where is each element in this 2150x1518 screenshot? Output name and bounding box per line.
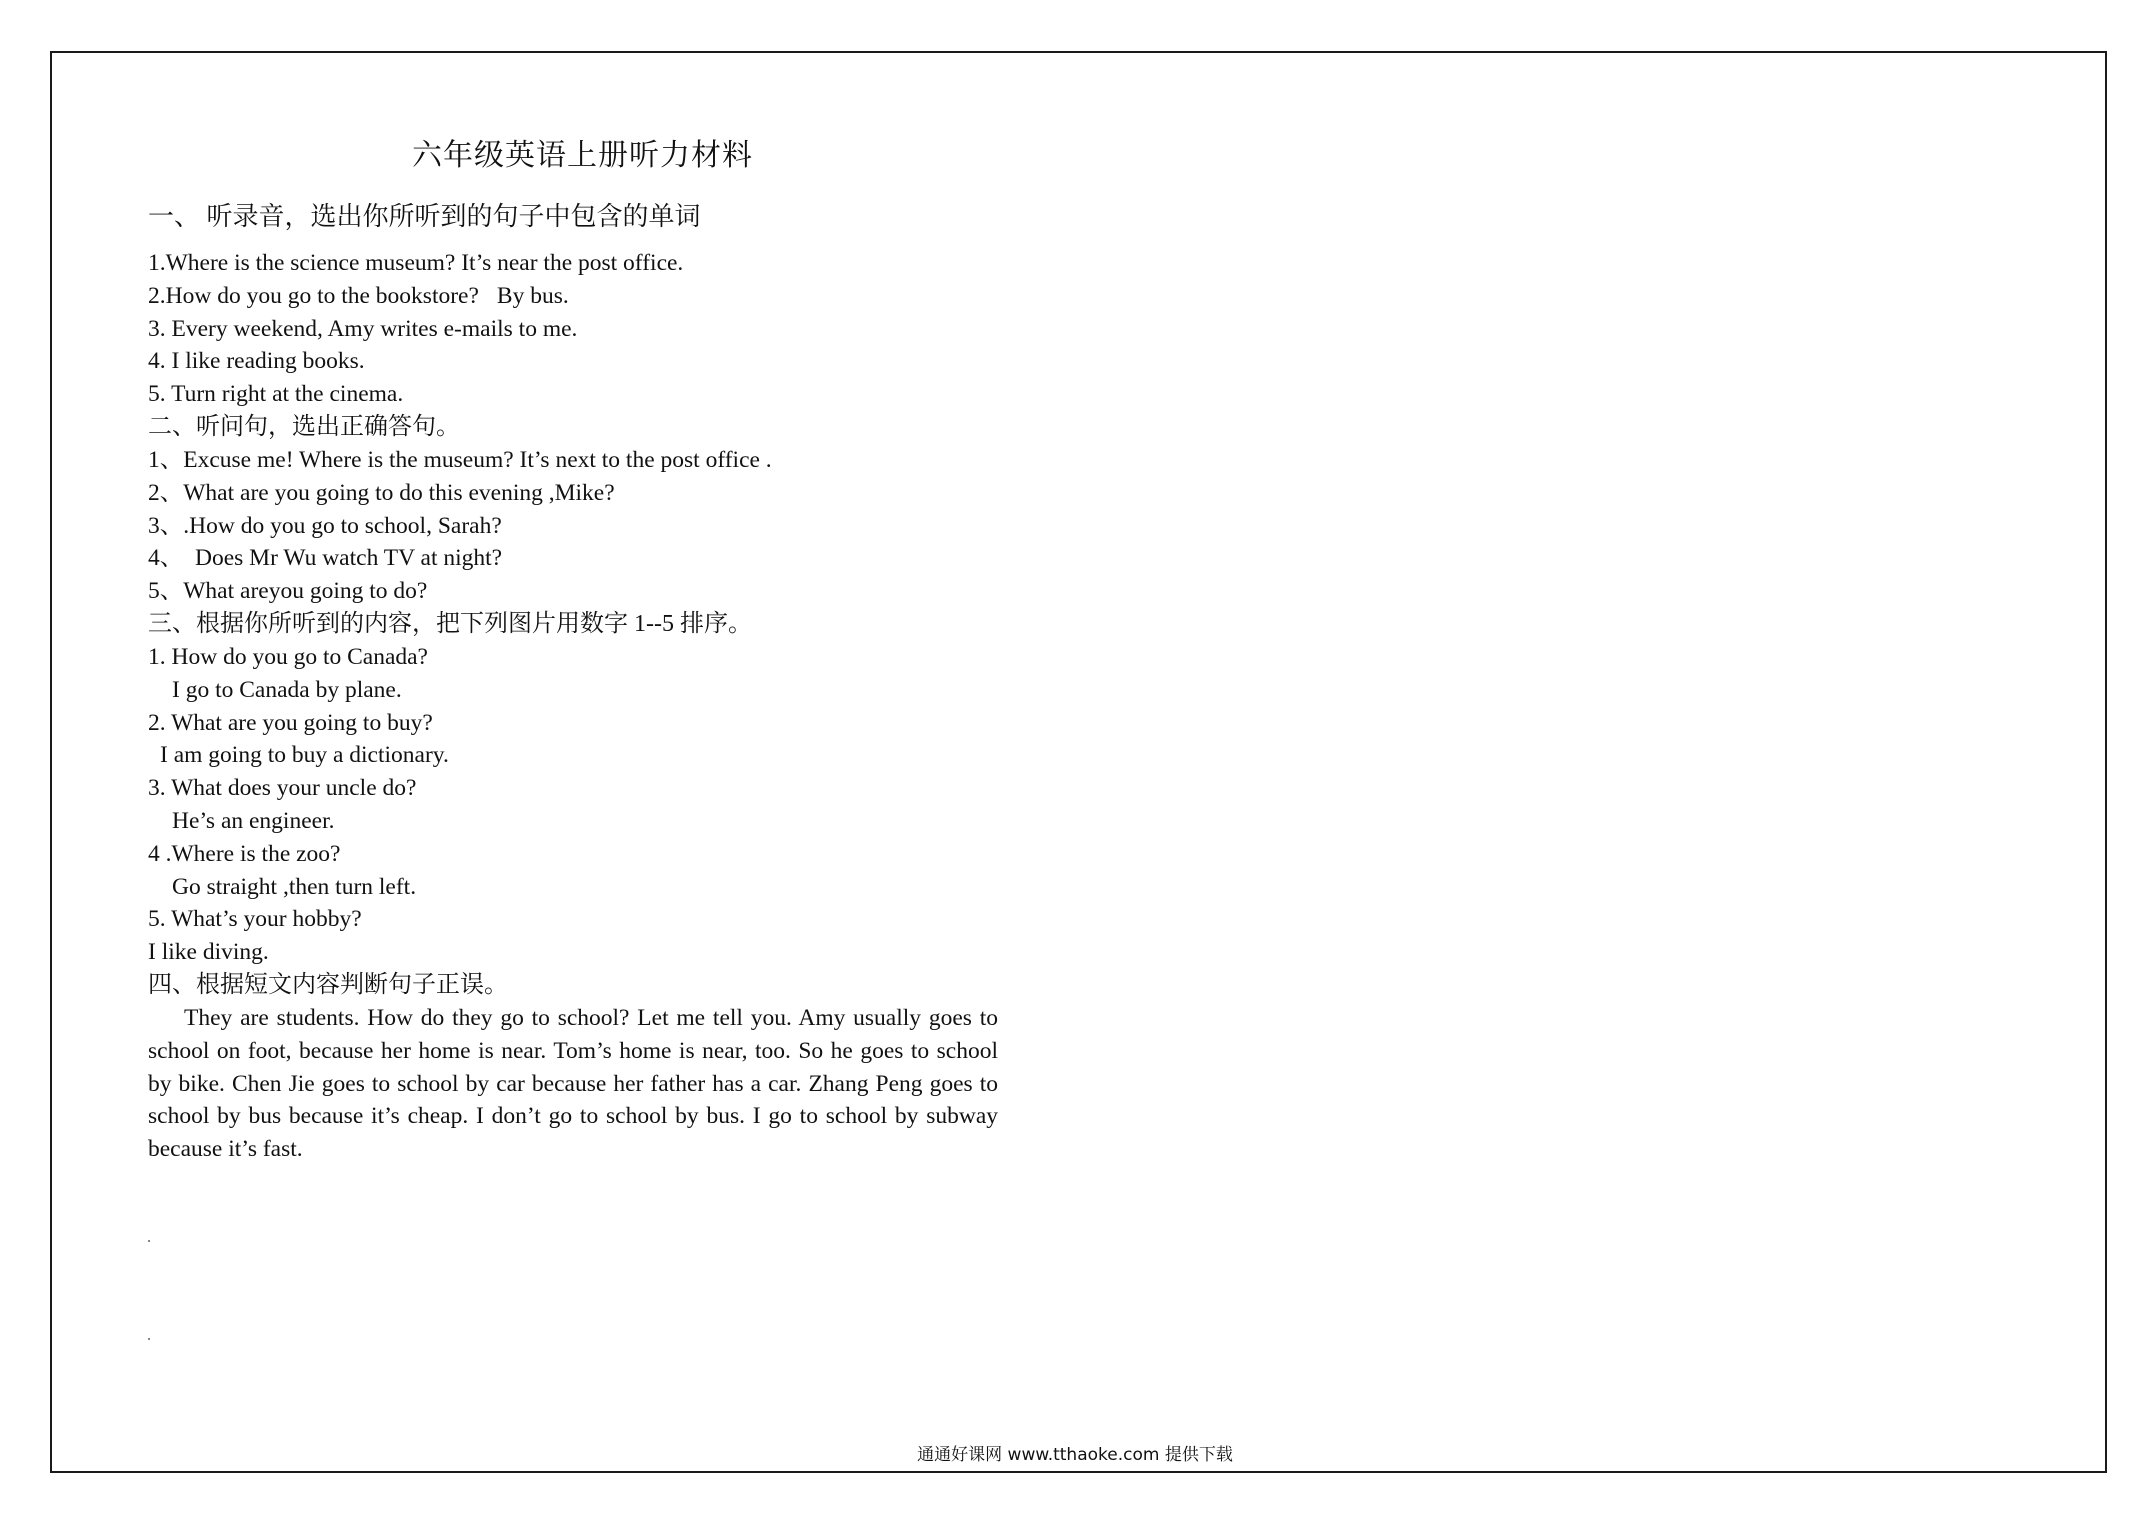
section1-item-2-question: 2.How do you go to the bookstore? (148, 282, 479, 309)
section3-answer-1: I go to Canada by plane. (172, 676, 402, 703)
section3-question-4: 4 .Where is the zoo? (148, 840, 341, 867)
section1-item-2-answer: By bus. (496, 282, 569, 309)
section2-item-1: 1、Excuse me! Where is the museum? It’s next to the post office . (148, 446, 772, 473)
section3-question-1: 1. How do you go to Canada? (148, 643, 428, 670)
section4-passage: They are students. How do they go to school? Let me tell you. Amy usually goes to school on foot, because her home is near. Tom’s home is near, too. So he goes to school by bike. Chen Jie goes to school by car because her father has a car. Zhang Peng goes to school by bus because it’s cheap. I don’t go to school by bus. I go to school by subway because it’s fast. (148, 1004, 998, 1163)
section2-heading: 二、听问句，选出正确答句。 (148, 413, 460, 440)
stray-mark (148, 1240, 150, 1242)
section3-question-5: 5. What’s your hobby? (148, 906, 362, 933)
section1-item-1: 1.Where is the science museum? It’s near the post office. (148, 250, 684, 276)
section3-question-3: 3. What does your uncle do? (148, 775, 417, 802)
section3-answer-2: I am going to buy a dictionary. (160, 742, 449, 769)
section3-heading: 三、根据你所听到的内容，把下列图片用数字 1--5 排序。 (148, 610, 752, 637)
section3-answer-4: Go straight ,then turn left. (172, 873, 417, 900)
section2-item-4: 4、 Does Mr Wu watch TV at night? (148, 545, 503, 572)
section2-item-5: 5、What areyou going to do? (148, 578, 428, 605)
document-body (148, 200, 1008, 1166)
section1-item-3: 3. Every weekend, Amy writes e-mails to me. (148, 315, 578, 342)
section1-heading: 一、 听录音，选出你所听到的句子中包含的单词 (148, 202, 701, 231)
section2-item-2: 2、What are you going to do this evening ,Mike? (148, 479, 615, 506)
document-title: 六年级英语上册听力材料 (412, 139, 753, 172)
section4-heading: 四、根据短文内容判断句子正误。 (148, 971, 508, 998)
section1-item-5: 5. Turn right at the cinema. (148, 381, 404, 408)
section1-item-4: 4. I like reading books. (148, 348, 365, 375)
section3-answer-3: He’s an engineer. (172, 807, 335, 834)
section3-answer-5: I like diving. (148, 939, 269, 966)
stray-mark (148, 1338, 150, 1340)
section3-question-2: 2. What are you going to buy? (148, 709, 433, 736)
section1-item-2 (148, 280, 1008, 313)
section2-item-3: 3、.How do you go to school, Sarah? (148, 512, 502, 539)
footer-source-note: 通通好课网 www.tthaoke.com 提供下载 (917, 1445, 1233, 1465)
